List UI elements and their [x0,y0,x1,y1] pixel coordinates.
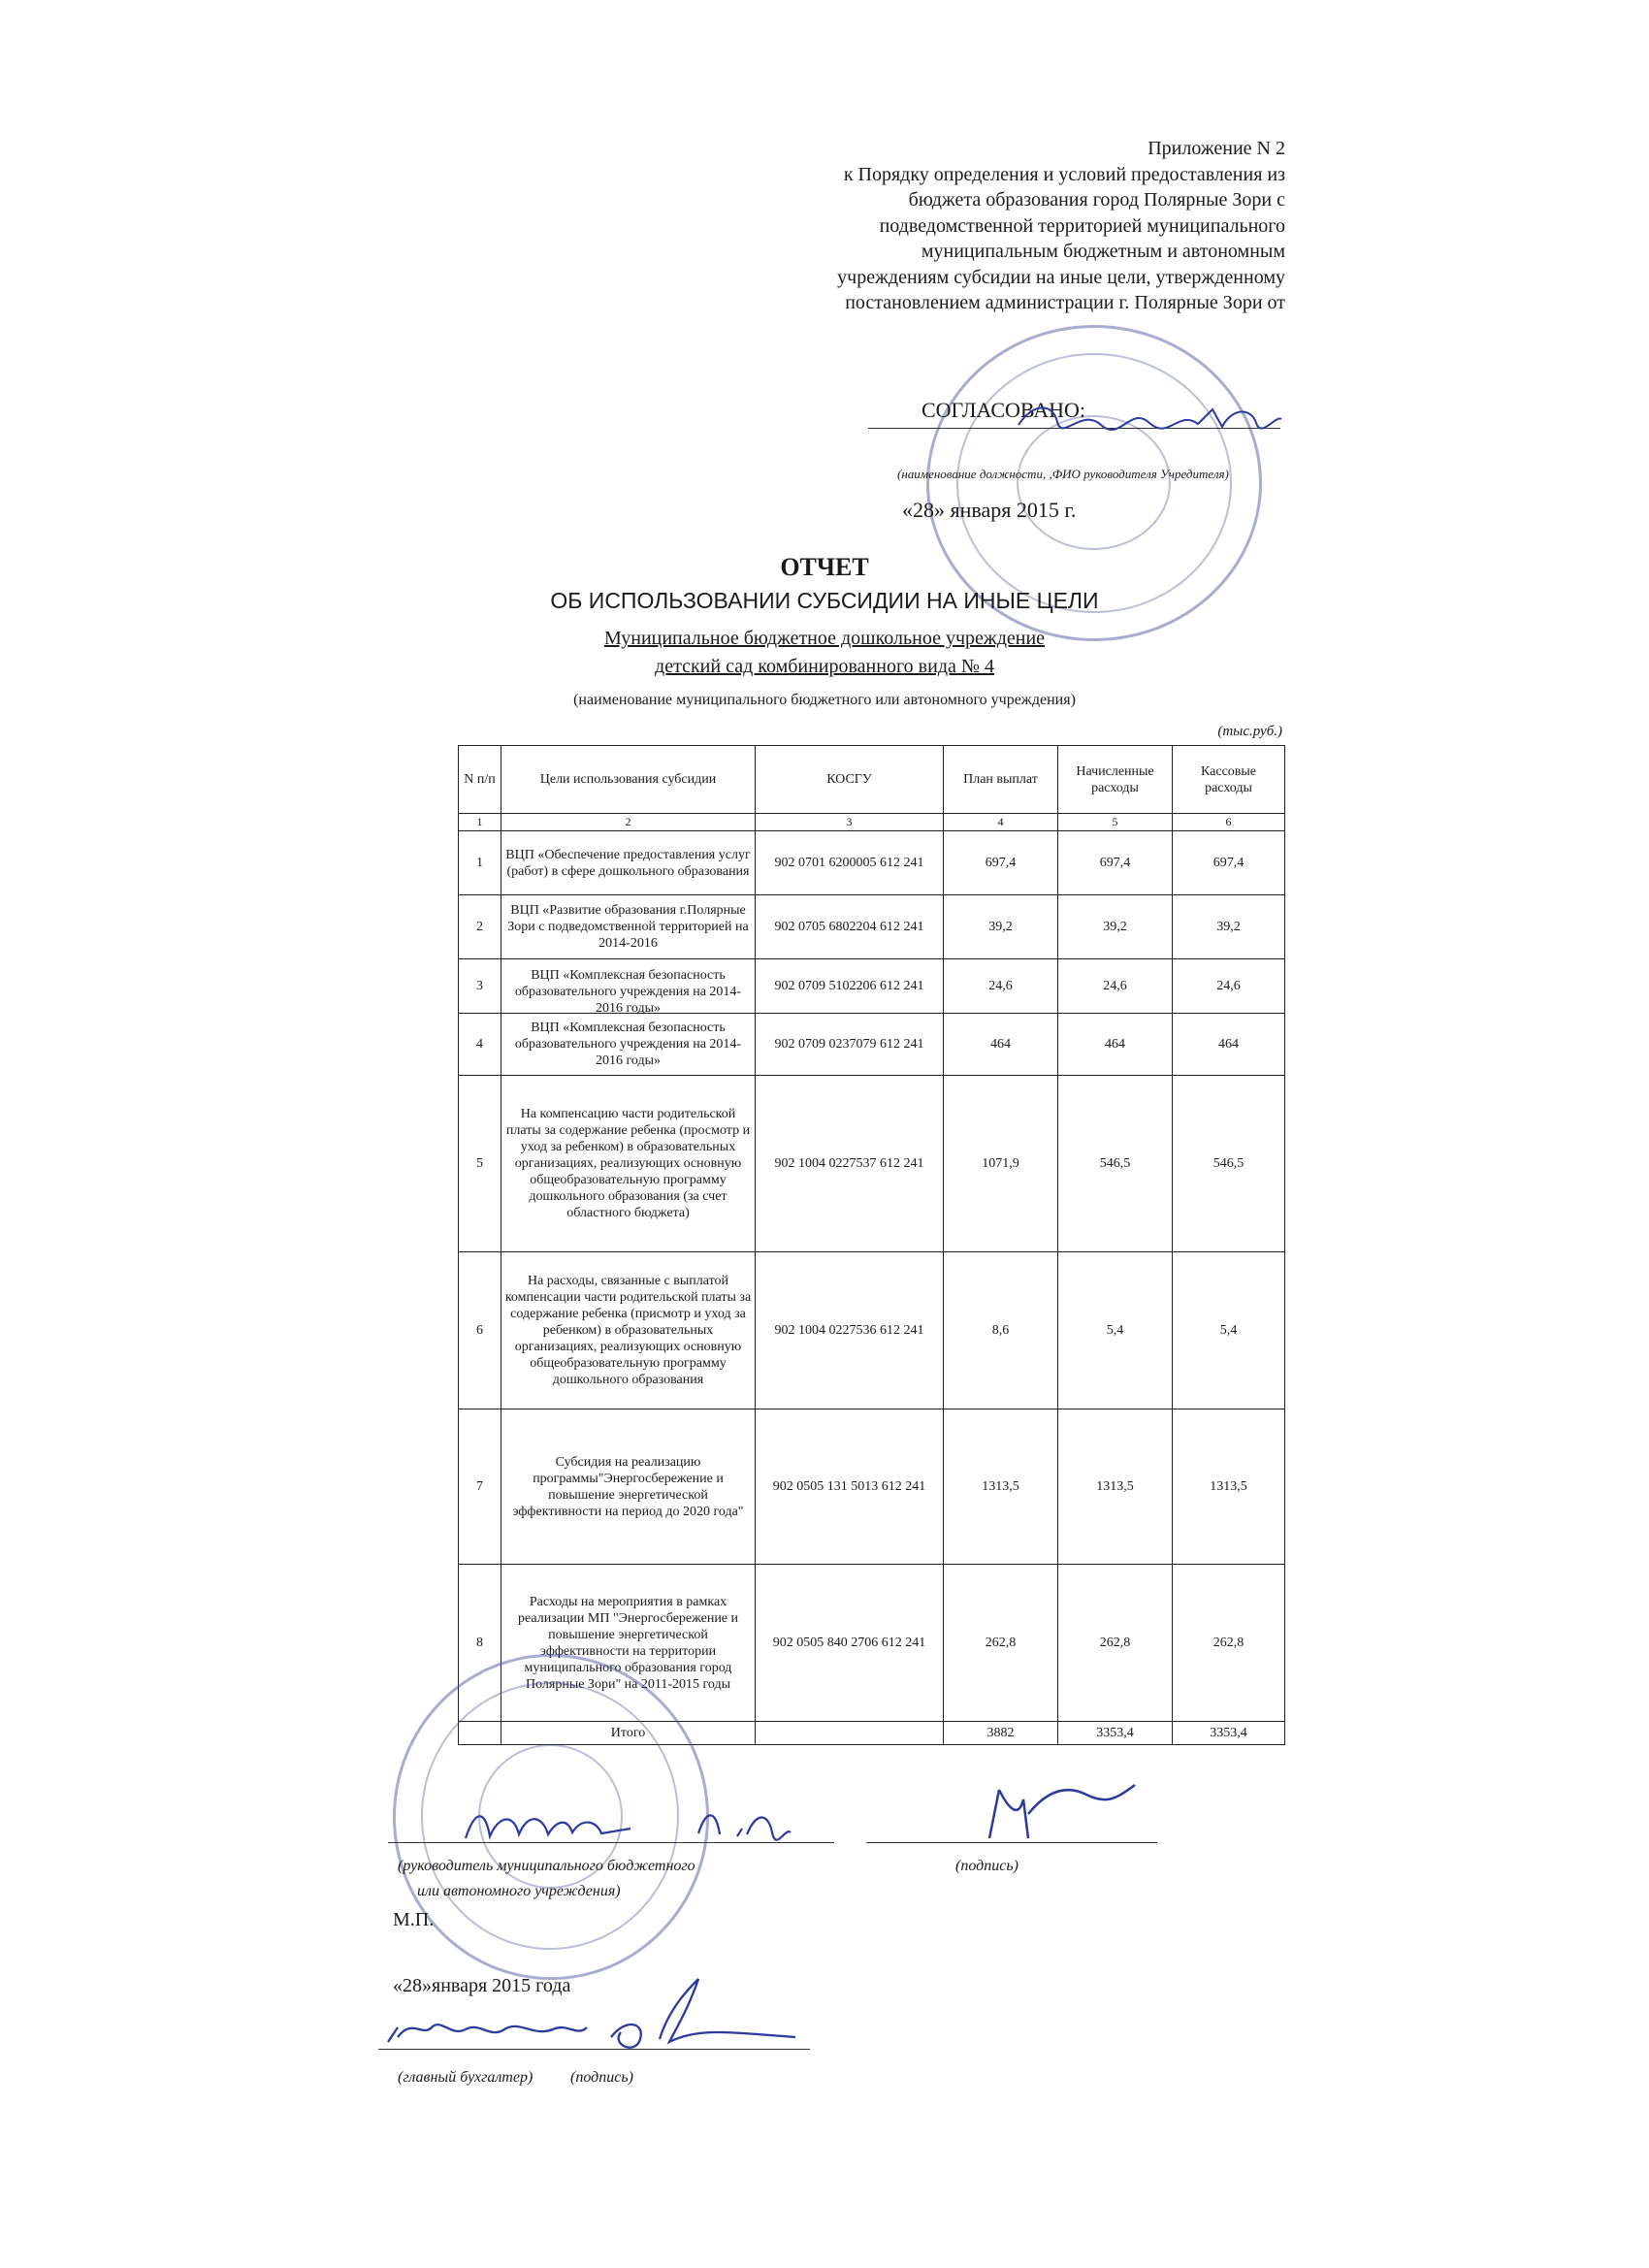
head-personal-signature [970,1770,1145,1848]
appendix-line: учреждениям субсидии на иные цели, утвержденному [837,266,1285,288]
row-goal: Расходы на мероприятия в рамках реализации МП "Энергосбережение и повышение энергетической эффективности на территории муниципального образования город Полярные Зори" на 2011-2015 годы [501,1565,756,1722]
row-number: 6 [459,1252,501,1409]
head-caption-2: или автономного учреждения) [417,1883,621,1899]
row-number: 5 [459,1076,501,1252]
total-accrued: 3353,4 [1058,1722,1173,1745]
head-caption-1: (руководитель муниципального бюджетного [398,1858,695,1874]
row-cash: 697,4 [1173,831,1285,895]
table-row [459,1014,1285,1076]
row-kosgu: 902 1004 0227537 612 241 [756,1076,944,1252]
row-goal-text: На компенсацию части родительской платы за содержание ребенка (просмотр и уход за ребенком) в образовательных организациях, реализующих основную общеобразовательную программу дошкольного образования (за счет областного бюджета) [505,1107,751,1220]
row-cash: 464 [1173,1014,1285,1076]
table-row [459,1409,1285,1565]
head-signature [456,1799,844,1848]
accountant-caption: (главный бухгалтер) [398,2069,534,2086]
report-title: ОТЧЕТ [780,553,869,581]
approval-date: «28» января 2015 г. [902,498,1077,522]
head-signature-line [388,1842,834,1843]
row-cash: 39,2 [1173,895,1285,959]
row-cash: 5,4 [1173,1252,1285,1409]
col-header-cash: Кассовые расходы [1173,746,1285,814]
col-header-plan: План выплат [944,746,1058,814]
stamp-place-label: М.П. [393,1909,435,1930]
row-goal-text: ВЦП «Комплексная безопасность образовательного учреждения на 2014-2016 годы» [514,967,742,1016]
row-accrued: 1313,5 [1058,1409,1173,1565]
table-row [459,1076,1285,1252]
appendix-header [703,136,1285,316]
row-cash: 1313,5 [1173,1409,1285,1565]
row-plan: 24,6 [944,959,1058,1014]
accountant-sign-caption: (подпись) [570,2069,633,2086]
total-plan: 3882 [944,1722,1058,1745]
table-row [459,895,1285,959]
col-number: 5 [1058,814,1173,831]
head-sign-line [866,1842,1157,1843]
table-row [459,959,1285,1014]
appendix-line: Приложение N 2 [1148,138,1285,159]
row-kosgu: 902 0505 131 5013 612 241 [756,1409,944,1565]
row-kosgu: 902 0701 6200005 612 241 [756,831,944,895]
agreed-label: СОГЛАСОВАНО: [922,398,1085,422]
row-plan: 8,6 [944,1252,1058,1409]
row-plan: 1071,9 [944,1076,1058,1252]
col-header-kosgu: КОСГУ [756,746,944,814]
org-caption: (наименование муниципального бюджетного или автономного учреждения) [573,692,1076,708]
row-number: 3 [459,959,501,1014]
col-header-goal: Цели использования субсидии [501,746,756,814]
row-goal-text: ВЦП «Развитие образования г.Полярные Зори с подведомственной территорией на 2014-2016 [507,903,749,951]
approval-caption: (наименование должности, ,ФИО руководителя Учредителя) [897,467,1229,481]
row-accrued: 697,4 [1058,831,1173,895]
row-goal-text: ВЦП «Обеспечение предоставления услуг (работ) в сфере дошкольного образования [505,847,751,879]
row-number: 8 [459,1565,501,1722]
col-number: 3 [756,814,944,831]
report-subtitle: ОБ ИСПОЛЬЗОВАНИИ СУБСИДИИ НА ИНЫЕ ЦЕЛИ [550,588,1099,613]
row-goal [501,1252,756,1409]
row-kosgu: 902 0505 840 2706 612 241 [756,1565,944,1722]
appendix-line: подведомственной территорией муниципального [879,214,1285,237]
col-number: 4 [944,814,1058,831]
row-number: 1 [459,831,501,895]
col-header-accrued: Начисленные расходы [1058,746,1173,814]
row-kosgu: 902 1004 0227536 612 241 [756,1252,944,1409]
row-cash: 24,6 [1173,959,1285,1014]
row-accrued: 262,8 [1058,1565,1173,1722]
row-goal: ВЦП «Комплексная безопасность образовательного учреждения на 2014-2016 годы» [501,1014,756,1076]
row-number: 4 [459,1014,501,1076]
row-goal [501,895,756,959]
col-number: 1 [459,814,501,831]
row-goal [501,1076,756,1252]
col-header-num: N п/п [459,746,501,814]
org-name-line-1: Муниципальное бюджетное дошкольное учреждение [603,628,1046,649]
row-plan: 262,8 [944,1565,1058,1722]
total-label: Итого [501,1722,756,1745]
appendix-line: постановлением администрации г. Полярные Зори от [845,292,1285,313]
row-goal [501,831,756,895]
row-goal: Субсидия на реализацию программы"Энергосбережение и повышение энергетической эффективности на период до 2020 года" [501,1409,756,1565]
accountant-signature-line [378,2049,810,2050]
subsidy-table [458,745,1285,1745]
head-name [456,1799,844,1848]
row-accrued: 39,2 [1058,895,1173,959]
row-plan: 1313,5 [944,1409,1058,1565]
row-accrued: 464 [1058,1014,1173,1076]
column-number-row [459,814,1285,831]
row-number: 2 [459,895,501,959]
row-goal [501,959,756,1014]
report-date: «28»января 2015 года [393,1975,571,1996]
appendix-line: муниципальным бюджетным и автономным [921,241,1285,262]
accountant-signature [378,1969,815,2052]
col-number: 2 [501,814,756,831]
table-row [459,1252,1285,1409]
appendix-line: к Порядку определения и условий предоставления из [843,163,1285,185]
sign-caption: (подпись) [955,1858,1018,1874]
row-accrued: 546,5 [1058,1076,1173,1252]
row-accrued: 24,6 [1058,959,1173,1014]
row-cash: 546,5 [1173,1076,1285,1252]
appendix-line: бюджета образования город Полярные Зори с [908,189,1285,211]
total-cash: 3353,4 [1173,1722,1285,1745]
row-kosgu: 902 0709 5102206 612 241 [756,959,944,1014]
row-plan: 697,4 [944,831,1058,895]
org-name-line-2: детский сад комбинированного вида № 4 [655,656,994,677]
col-number: 6 [1173,814,1285,831]
units-label: (тыс.руб.) [1217,724,1282,739]
table-header-row [459,746,1285,814]
row-plan: 464 [944,1014,1058,1076]
row-accrued: 5,4 [1058,1252,1173,1409]
row-plan: 39,2 [944,895,1058,959]
row-kosgu: 902 0709 0237079 612 241 [756,1014,944,1076]
row-goal-text: На расходы, связанные с выплатой компенсации части родительской платы за содержание ребенка (присмотр и уход за ребенком) в образовательных организациях, реализующих основную общеобразовательную программу дошкольного образования [504,1274,752,1387]
row-cash: 262,8 [1173,1565,1285,1722]
table-row [459,831,1285,895]
row-kosgu: 902 0705 6802204 612 241 [756,895,944,959]
approval-signature [1014,398,1285,437]
row-number: 7 [459,1409,501,1565]
